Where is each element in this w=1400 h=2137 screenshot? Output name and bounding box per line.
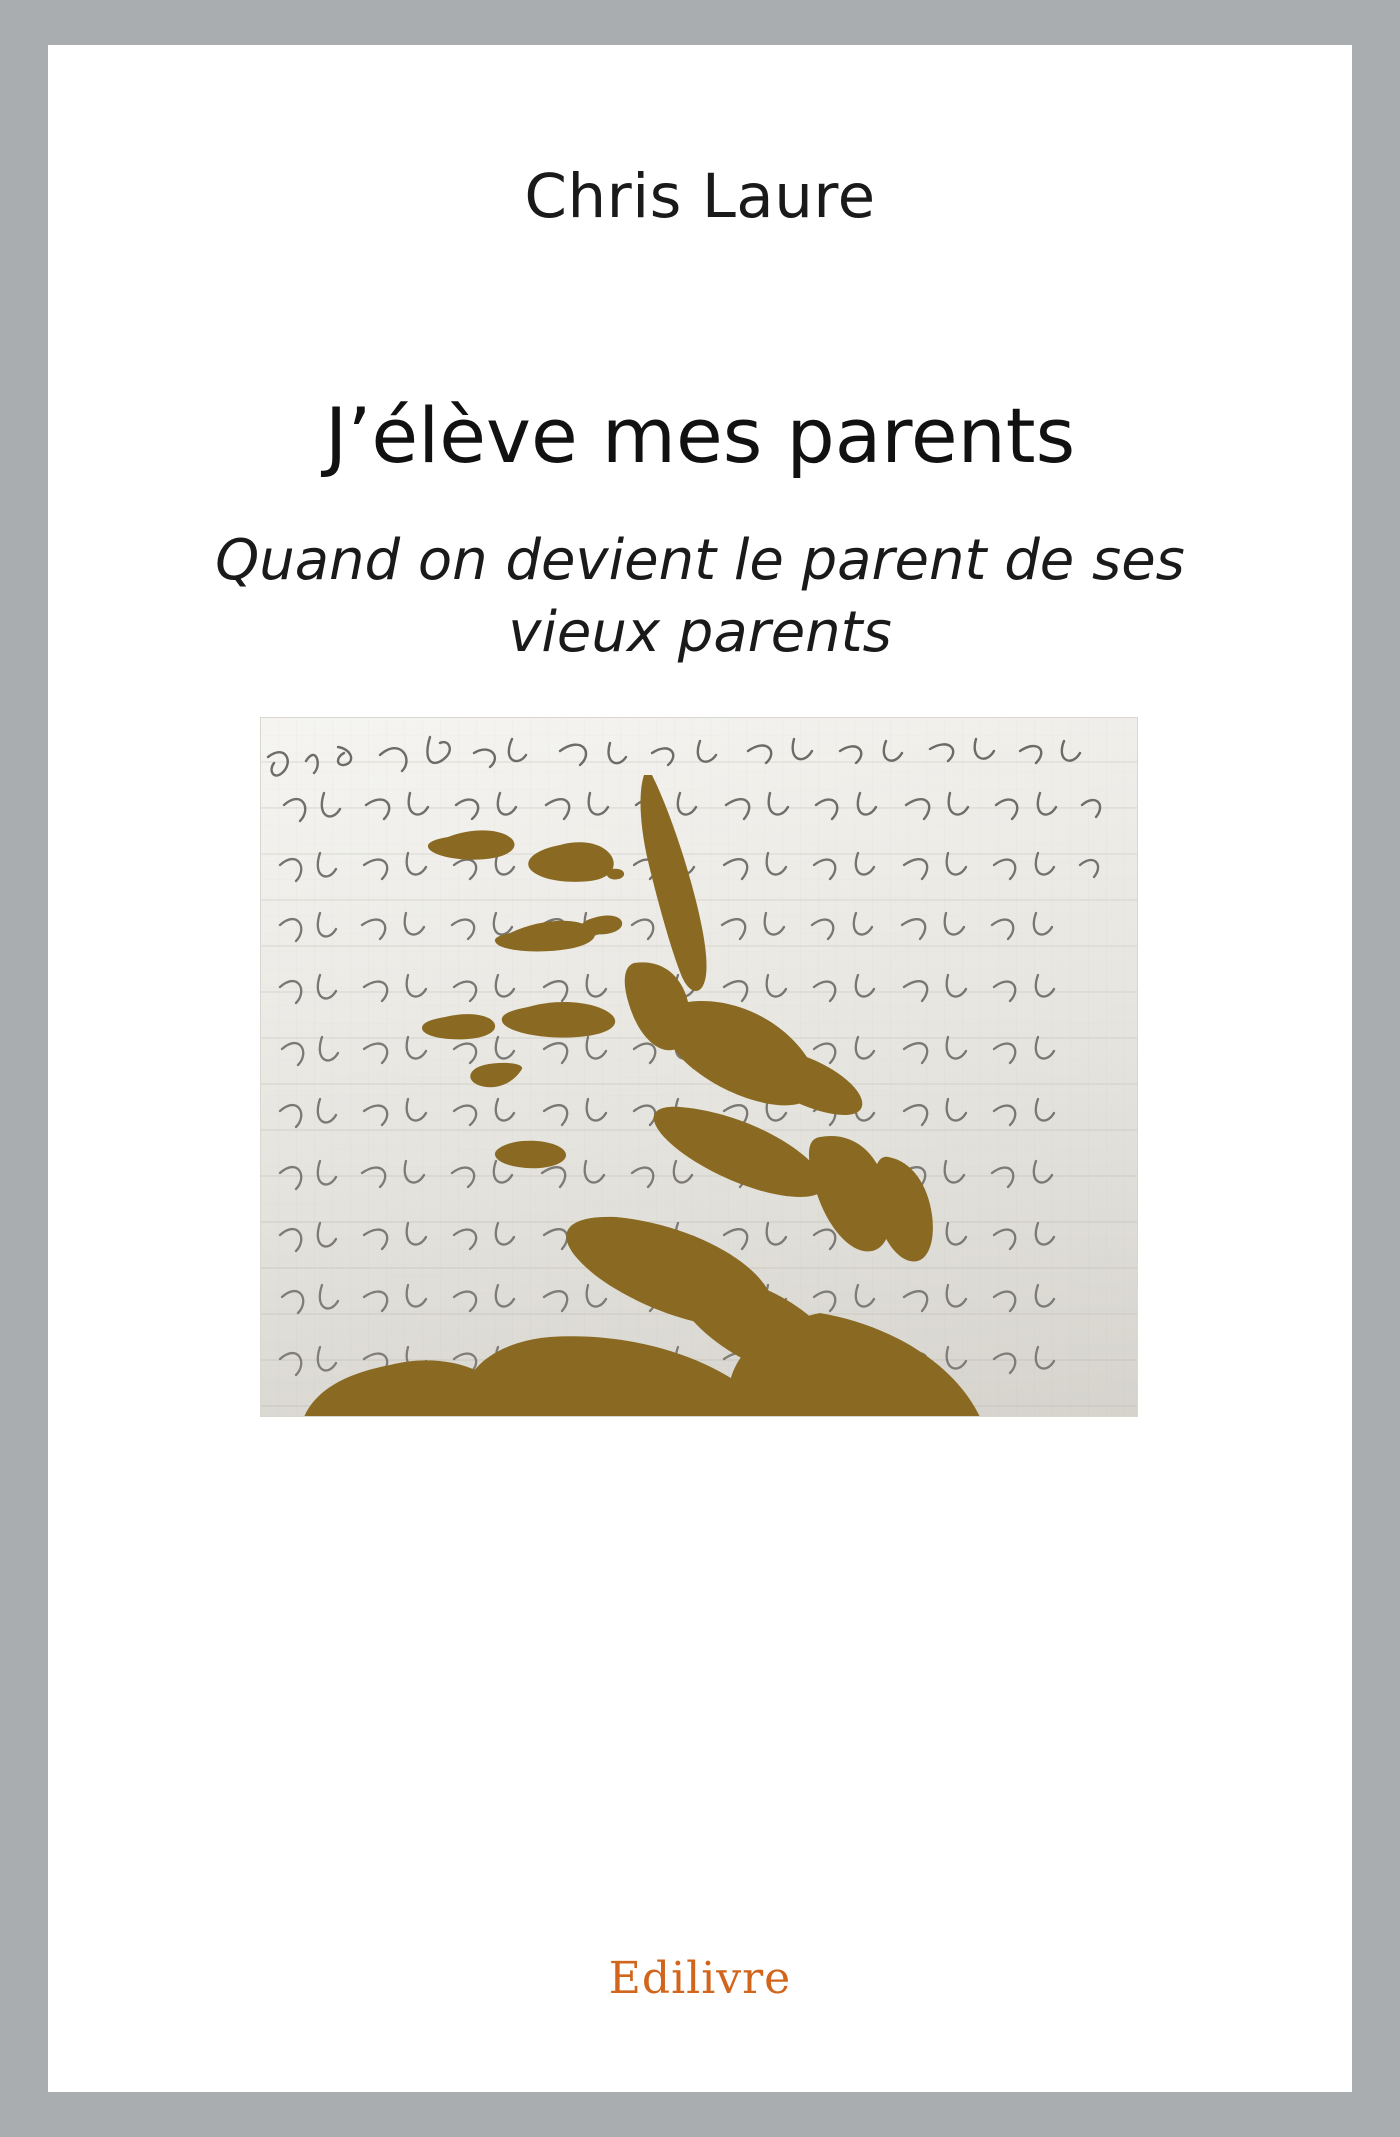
handwritten-letter-image [260,717,1138,1417]
cover-artwork [260,717,1138,1417]
book-subtitle: Quand on devient le parent de ses vieux parents [215,528,1185,665]
book-title: J’élève mes parents [324,391,1076,481]
title-block [48,391,1352,668]
publisher-logo: Edilivre [608,1953,792,2004]
author-name: Chris Laure [524,161,876,232]
cover-page [48,45,1352,2092]
